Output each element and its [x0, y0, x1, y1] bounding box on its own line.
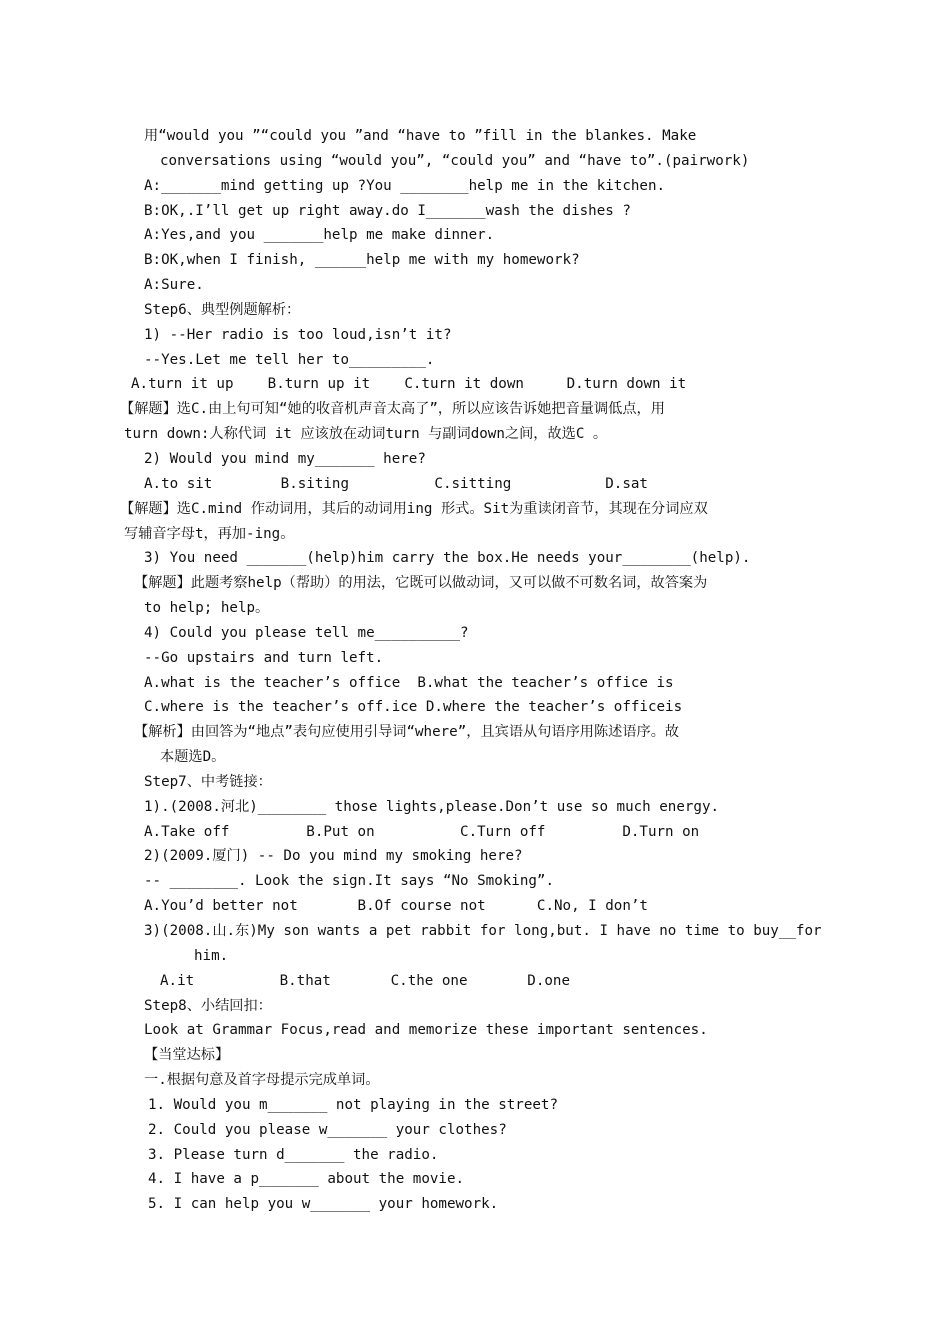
question-line: 1).(2008.河北)________ those lights,please.Don’t use so much energy. — [144, 798, 720, 815]
answer-options: A.Take off B.Put on C.Turn off D.Turn on — [144, 823, 700, 840]
explanation-line: 写辅音字母t，再加-ing。 — [124, 525, 295, 542]
answer-options: A.You’d better not B.Of course not C.No, I don’t — [144, 898, 648, 915]
dialogue-line: A:Sure. — [144, 277, 204, 294]
answer-options: A.what is the teacher’s office B.what the teacher’s office is — [144, 674, 674, 691]
section-heading-step8: Step8、小结回扣： — [144, 997, 272, 1014]
exercise-item: 5. I can help you w_______ your homework. — [148, 1196, 499, 1213]
explanation-line: 【解题】选C.mind 作动词用，其后的动词用ing 形式。Sit为重读闭音节，其现在分词应双 — [120, 500, 708, 517]
answer-options: A.to sit B.siting C.sitting D.sat — [144, 475, 648, 492]
exercise-item: 4. I have a p_______ about the movie. — [148, 1171, 465, 1188]
exercise-item: 2. Could you please w_______ your clothes? — [148, 1121, 507, 1138]
question-line: 3) You need _______(help)him carry the box.He needs your________(help). — [144, 550, 751, 567]
exercise-item: 3. Please turn d_______ the radio. — [148, 1146, 439, 1163]
exercise-instruction-line-1: 用“would you ”“could you ”and “have to ”fill in the blankes. Make — [144, 128, 697, 144]
explanation-line: 【解析】由回答为“地点”表句应使用引导词“where”，且宾语从句语序用陈述语序。故 — [134, 724, 680, 741]
question-line: him. — [194, 947, 229, 964]
exercise-heading: 一.根据句意及首字母提示完成单词。 — [144, 1072, 380, 1089]
answer-options: C.where is the teacher’s off.ice D.where the teacher’s officeis — [144, 699, 683, 716]
answer-options: A.it B.that C.the one D.one — [160, 972, 570, 989]
question-line: 1) --Her radio is too loud,isn’t it? — [144, 326, 452, 343]
explanation-line: 本题选D。 — [160, 749, 226, 766]
question-line: --Go upstairs and turn left. — [144, 649, 384, 666]
question-line: 2)(2009.厦门) -- Do you mind my smoking here? — [144, 848, 523, 865]
dialogue-line: B:OK,when I finish, ______help me with my homework? — [144, 252, 580, 269]
question-line: 2) Would you mind my_______ here? — [144, 450, 426, 467]
question-line: 4) Could you please tell me__________? — [144, 624, 469, 641]
question-line: --Yes.Let me tell her to_________. — [144, 351, 435, 368]
question-line: -- ________. Look the sign.It says “No Smoking”. — [144, 873, 554, 890]
dialogue-line: A:Yes,and you _______help me make dinner. — [144, 227, 495, 244]
section-heading-practice: 【当堂达标】 — [144, 1047, 230, 1064]
section-heading-step7: Step7、中考链接： — [144, 773, 272, 790]
section-heading-step6: Step6、典型例题解析： — [144, 301, 301, 318]
answer-options: A.turn it up B.turn up it C.turn it down D.turn down it — [131, 376, 687, 393]
explanation-line: to help; help。 — [144, 600, 270, 617]
explanation-line: turn down:人称代词 it 应该放在动词turn 与副词down之间，故选C 。 — [124, 426, 608, 443]
exercise-item: 1. Would you m_______ not playing in the street? — [148, 1096, 558, 1113]
explanation-line: 【解题】选C.由上句可知“她的收音机声音太高了”，所以应该告诉她把音量调低点，用 — [120, 401, 665, 418]
exercise-instruction-line-2: conversations using “would you”, “could you” and “have to”.(pairwork) — [160, 152, 750, 169]
question-line: 3)(2008.山.东)My son wants a pet rabbit for long,but. I have no time to buy__for — [144, 923, 822, 939]
explanation-line: 【解题】此题考察help（帮助）的用法，它既可以做动词，又可以做不可数名词，故答案为 — [134, 575, 708, 592]
dialogue-line: A:_______mind getting up ?You ________help me in the kitchen. — [144, 177, 666, 194]
instruction-line: Look at Grammar Focus,read and memorize these important sentences. — [144, 1022, 708, 1039]
document-body — [0, 124, 950, 1217]
dialogue-line: B:OK,.I’ll get up right away.do I_______wash the dishes ? — [144, 202, 631, 219]
